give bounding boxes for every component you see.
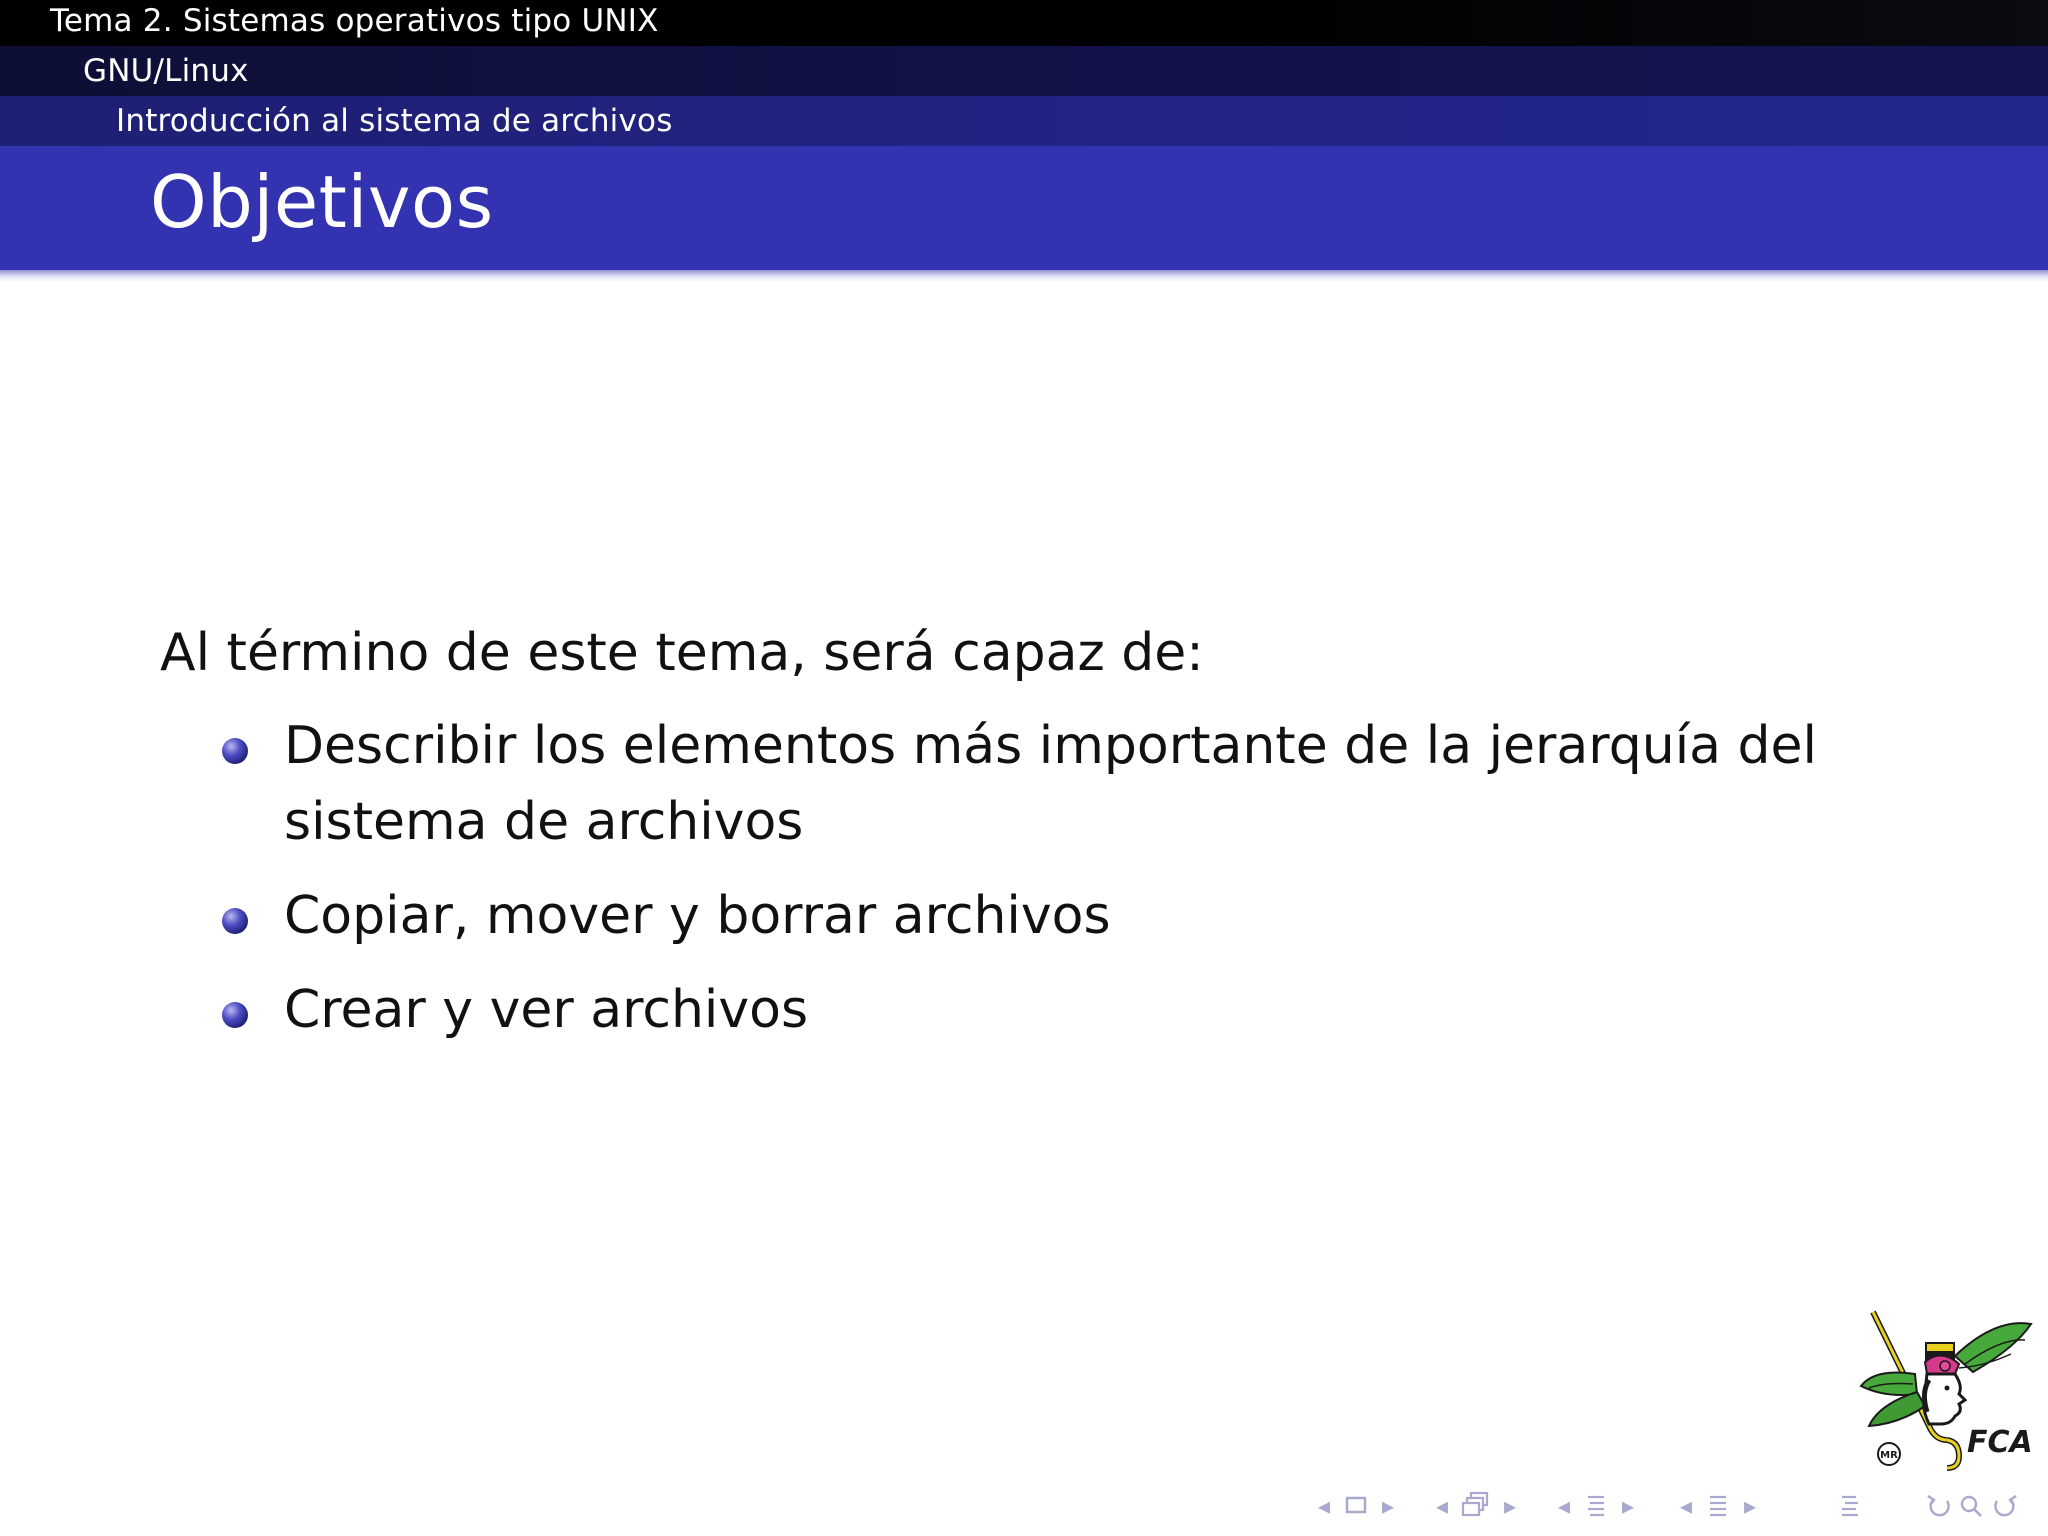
nav-search-icon[interactable] xyxy=(1956,1488,1988,1524)
nav-prev-section-icon[interactable]: ◂ xyxy=(1557,1492,1571,1520)
slide-content xyxy=(160,618,1960,1066)
fca-logo-graphic xyxy=(1855,1308,2035,1478)
headline-section-bar[interactable] xyxy=(0,0,2048,46)
frame-title-shadow xyxy=(0,270,2048,282)
nav-section-icon[interactable] xyxy=(1578,1488,1614,1524)
nav-toc-icon[interactable] xyxy=(1832,1488,1868,1524)
list-item xyxy=(160,878,1960,954)
nav-next-part-icon[interactable]: ▸ xyxy=(1743,1492,1757,1520)
headline-subsection[interactable]: GNU/Linux xyxy=(83,53,249,89)
list-item-text: Describir los elementos más importante de la jerarquía del sistema de archivos xyxy=(284,716,1817,852)
nav-next-subsection-icon[interactable]: ▸ xyxy=(1503,1492,1517,1520)
intro-text: Al término de este tema, será capaz de: xyxy=(160,623,1204,683)
frame-title-bar xyxy=(0,146,2048,270)
nav-next-frame-icon[interactable]: ▸ xyxy=(1381,1492,1395,1520)
nav-subsection-icon[interactable] xyxy=(1456,1488,1496,1524)
bullet-ball-icon xyxy=(222,1002,248,1028)
list-item-text: Copiar, mover y borrar archivos xyxy=(284,886,1111,946)
headline xyxy=(0,0,2048,146)
nav-frame-icon[interactable] xyxy=(1338,1488,1374,1524)
fca-logo xyxy=(1855,1308,2035,1478)
headline-subsubsection[interactable]: Introducción al sistema de archivos xyxy=(116,103,673,139)
list-item-text: Crear y ver archivos xyxy=(284,980,809,1040)
bullet-ball-icon xyxy=(222,738,248,764)
list-item xyxy=(160,972,1960,1048)
logo-mark-text: MR xyxy=(1880,1450,1898,1461)
headline-subsection-bar[interactable] xyxy=(0,46,2048,96)
nav-forward-icon[interactable] xyxy=(1988,1488,2022,1524)
nav-prev-frame-icon[interactable]: ◂ xyxy=(1317,1492,1331,1520)
nav-next-section-icon[interactable]: ▸ xyxy=(1621,1492,1635,1520)
nav-back-icon[interactable] xyxy=(1922,1488,1956,1524)
headline-section[interactable]: Tema 2. Sistemas operativos tipo UNIX xyxy=(50,3,659,39)
frame-title: Objetivos xyxy=(150,160,494,244)
nav-part-icon[interactable] xyxy=(1700,1488,1736,1524)
nav-prev-subsection-icon[interactable]: ◂ xyxy=(1435,1492,1449,1520)
bullet-ball-icon xyxy=(222,908,248,934)
list-item xyxy=(160,708,1960,860)
headline-subsubsection-bar[interactable] xyxy=(0,96,2048,146)
logo-text: FCA xyxy=(1967,1425,2033,1460)
objectives-list xyxy=(160,708,1960,1048)
nav-prev-part-icon[interactable]: ◂ xyxy=(1679,1492,1693,1520)
